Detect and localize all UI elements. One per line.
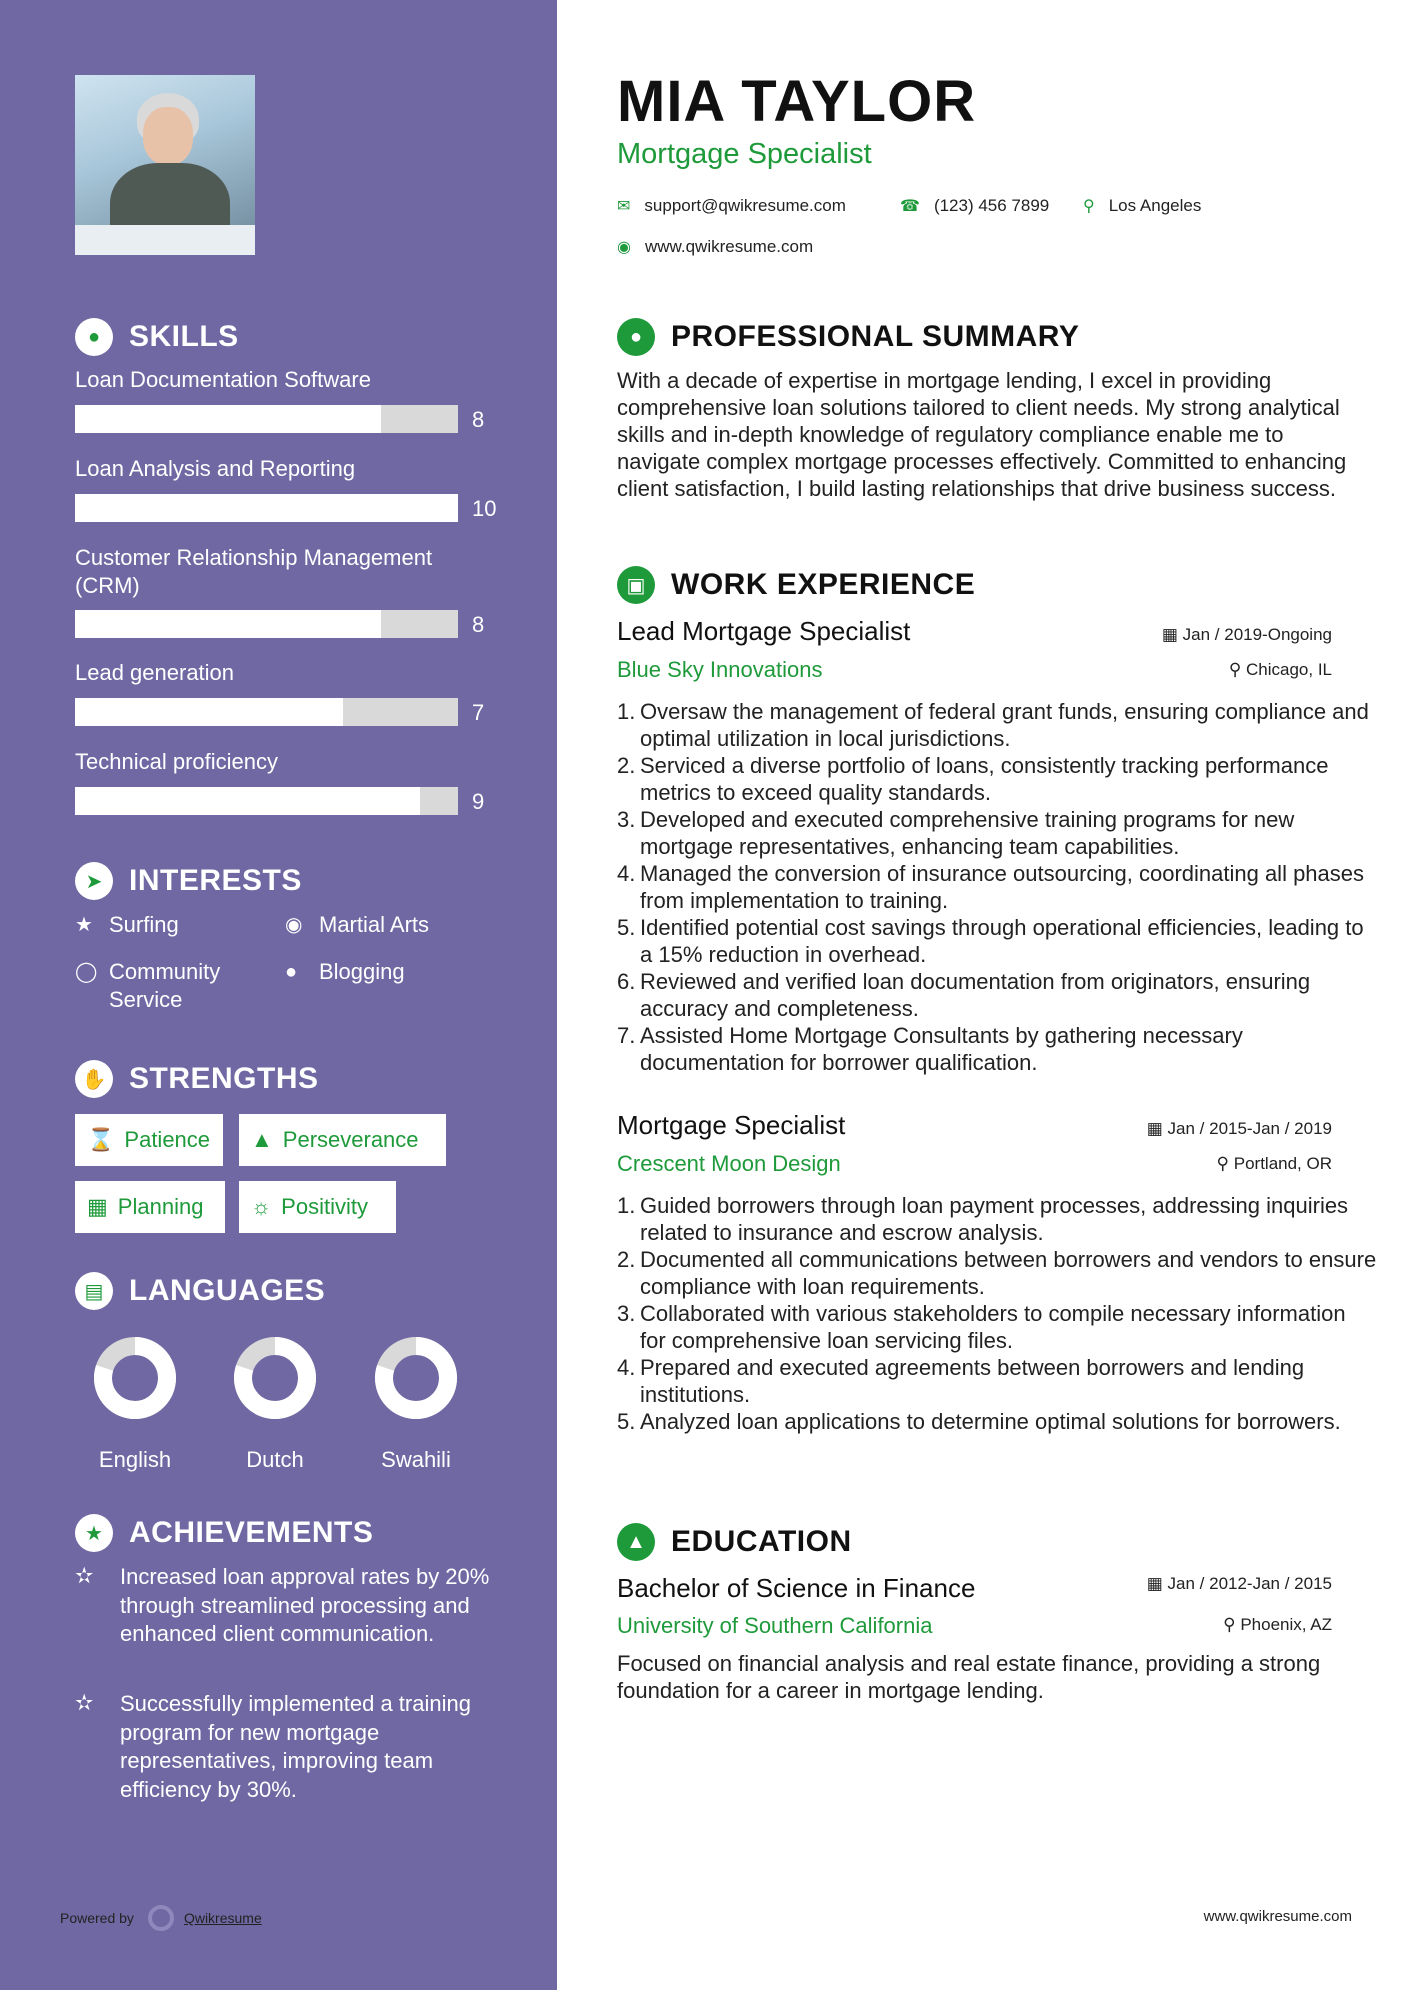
hand-icon: ✋ (75, 1060, 113, 1098)
pin-icon: ⚲ (1223, 1615, 1241, 1634)
skill-value: 10 (472, 496, 497, 521)
graduation-cap-icon: ▲ (617, 1523, 655, 1561)
job-title: Lead Mortgage Specialist (617, 616, 911, 646)
lightbulb-icon: ● (75, 318, 113, 356)
paper-plane-icon: ➤ (75, 862, 113, 900)
language-icon: ▤ (75, 1272, 113, 1310)
contact-location: ⚲ Los Angeles (1083, 196, 1202, 215)
strength-badge: ▦ Planning (75, 1181, 225, 1233)
list-item: 3. Collaborated with various stakeholders to compile necessary information for comprehensive loan servicing files. (617, 1301, 1346, 1353)
list-item: 2. Documented all communications between borrowers and vendors to ensure compliance with loan requirements. (617, 1247, 1377, 1299)
shield-icon: ◯ (75, 961, 98, 983)
school-name: University of Southern California (617, 1613, 933, 1638)
achievements-heading: ★ ACHIEVEMENTS (75, 1514, 373, 1552)
skill-label: Customer Relationship Management (CRM) (75, 545, 433, 598)
job-location: ⚲ Chicago, IL (1228, 660, 1332, 679)
summary-text: With a decade of expertise in mortgage lending, I excel in providing comprehensive loan solutions tailored to client needs. My strong analytical skills and in-depth knowledge of regulatory compliance enable me to navigate complex mortgage processes effectively. Committed to enhancing client satisfaction, I build lasting relationships that drive business success. (617, 368, 1347, 501)
achievement-item: ✫ Increased loan approval rates by 20% through streamlined processing and enhanced client communication. (75, 1563, 505, 1649)
sidebar (0, 0, 557, 1990)
skill-value: 8 (472, 612, 485, 637)
job-bullets (617, 698, 1377, 1076)
skill-label: Loan Documentation Software (75, 367, 371, 392)
star-icon: ✫ (75, 1690, 94, 1715)
job-location: ⚲ Portland, OR (1216, 1154, 1332, 1173)
contact-phone: ☎ (123) 456 7899 (900, 196, 1050, 215)
skill-bar (75, 610, 458, 638)
job-dates: ▦ Jan / 2019-Ongoing (1161, 625, 1332, 644)
skill-bar (75, 698, 458, 726)
globe-icon: ◉ (617, 239, 631, 256)
trophy-icon: ★ (75, 1514, 113, 1552)
interest-item: ● Blogging (285, 959, 405, 984)
calendar-icon: ▦ (1146, 1119, 1168, 1138)
degree-title: Bachelor of Science in Finance (617, 1573, 976, 1603)
list-item: 5. Identified potential cost savings through operational efficiencies, leading to a 15% reduction in overhead. (617, 915, 1364, 967)
list-item: 6. Reviewed and verified loan documentation from originators, ensuring accuracy and completeness. (617, 969, 1311, 1021)
strengths-heading: ✋ STRENGTHS (75, 1060, 319, 1098)
skill-value: 7 (472, 700, 485, 725)
powered-by: Powered by Qwikresume (60, 1905, 262, 1931)
interest-item: ◯ Community Service (75, 959, 221, 1012)
skill-bar (75, 787, 458, 815)
users-icon: ● (285, 961, 298, 983)
achievement-item: ✫ Successfully implemented a training program for new mortgage representatives, improving team efficiency by 30%. (75, 1690, 505, 1804)
list-item: 1. Guided borrowers through loan payment processes, addressing inquiries related to insurance and escrow analysis. (617, 1193, 1349, 1245)
profile-photo (75, 75, 255, 255)
main-content (557, 0, 1407, 1990)
contact-website: ◉ www.qwikresume.com (617, 237, 814, 256)
list-item: 7. Assisted Home Mortgage Consultants by gathering necessary documentation for borrower qualification. (617, 1023, 1243, 1075)
hourglass-icon: ⌛ (87, 1127, 115, 1152)
languages-heading: ▤ LANGUAGES (75, 1272, 325, 1310)
skill-bar (75, 494, 458, 522)
qwikresume-logo-icon (148, 1905, 174, 1931)
globe-icon: ◉ (285, 914, 303, 936)
list-item: 2. Serviced a diverse portfolio of loans, consistently tracking performance metrics to exceed quality standards. (617, 753, 1329, 805)
job-bullets (617, 1192, 1377, 1435)
candidate-title: Mortgage Specialist (617, 138, 872, 170)
language-item: Dutch (220, 1335, 330, 1473)
strength-badge: ⌛ Patience (75, 1114, 223, 1166)
education-dates: ▦ Jan / 2012-Jan / 2015 (1146, 1574, 1332, 1593)
summary-heading: ● PROFESSIONAL SUMMARY (617, 318, 1079, 356)
language-ring (92, 1335, 178, 1421)
skill-label: Loan Analysis and Reporting (75, 456, 356, 481)
footer-website[interactable]: www.qwikresume.com (1203, 1908, 1352, 1925)
job-dates: ▦ Jan / 2015-Jan / 2019 (1146, 1119, 1332, 1138)
user-icon: ● (617, 318, 655, 356)
job-company: Crescent Moon Design (617, 1151, 841, 1176)
skill-bar (75, 405, 458, 433)
briefcase-icon: ▣ (617, 566, 655, 604)
sun-icon: ☼ (251, 1194, 272, 1219)
skill-label: Technical proficiency (75, 749, 278, 774)
calendar-icon: ▦ (87, 1194, 108, 1219)
interest-item: ★ Surfing (75, 912, 179, 937)
contact-email: ✉ support@qwikresume.com (617, 196, 846, 215)
map-pin-icon: ⚲ (1083, 198, 1095, 215)
phone-icon: ☎ (900, 198, 920, 215)
language-ring (232, 1335, 318, 1421)
education-heading: ▲ EDUCATION (617, 1523, 852, 1561)
interest-item: ◉ Martial Arts (285, 912, 430, 937)
strength-badge: ☼ Positivity (239, 1181, 396, 1233)
pin-icon: ⚲ (1216, 1154, 1234, 1173)
language-item: English (80, 1335, 190, 1473)
experience-heading: ▣ WORK EXPERIENCE (617, 566, 975, 604)
list-item: 5. Analyzed loan applications to determine optimal solutions for borrowers. (617, 1409, 1341, 1434)
list-item: 4. Managed the conversion of insurance outsourcing, coordinating all phases from implementation to training. (617, 861, 1365, 913)
skill-label: Lead generation (75, 660, 235, 685)
education-location: ⚲ Phoenix, AZ (1223, 1615, 1332, 1634)
job-title: Mortgage Specialist (617, 1110, 846, 1140)
skills-heading: ● SKILLS (75, 318, 239, 356)
skill-value: 8 (472, 407, 485, 432)
list-item: 1. Oversaw the management of federal grant funds, ensuring compliance and optimal utilization in local jurisdictions. (617, 699, 1369, 751)
list-item: 3. Developed and executed comprehensive training programs for new mortgage representatives, enhancing team capabilities. (617, 807, 1295, 859)
envelope-icon: ✉ (617, 198, 631, 215)
pin-icon: ⚲ (1228, 660, 1246, 679)
star-icon: ✫ (75, 1563, 94, 1588)
language-ring (373, 1335, 459, 1421)
language-item: Swahili (361, 1335, 471, 1473)
calendar-icon: ▦ (1161, 625, 1183, 644)
star-icon: ★ (75, 914, 93, 936)
job-company: Blue Sky Innovations (617, 657, 823, 682)
candidate-name: MIA TAYLOR (617, 69, 977, 134)
list-item: 4. Prepared and executed agreements between borrowers and lending institutions. (617, 1355, 1305, 1407)
strength-badge: ▲ Perseverance (239, 1114, 446, 1166)
interests-heading: ➤ INTERESTS (75, 862, 302, 900)
education-text: Focused on financial analysis and real estate finance, providing a strong foundation for a career in mortgage lending. (617, 1651, 1321, 1703)
skill-value: 9 (472, 789, 485, 814)
calendar-icon: ▦ (1146, 1574, 1168, 1593)
brand-link[interactable]: Qwikresume (183, 1910, 262, 1926)
road-icon: ▲ (251, 1127, 273, 1152)
